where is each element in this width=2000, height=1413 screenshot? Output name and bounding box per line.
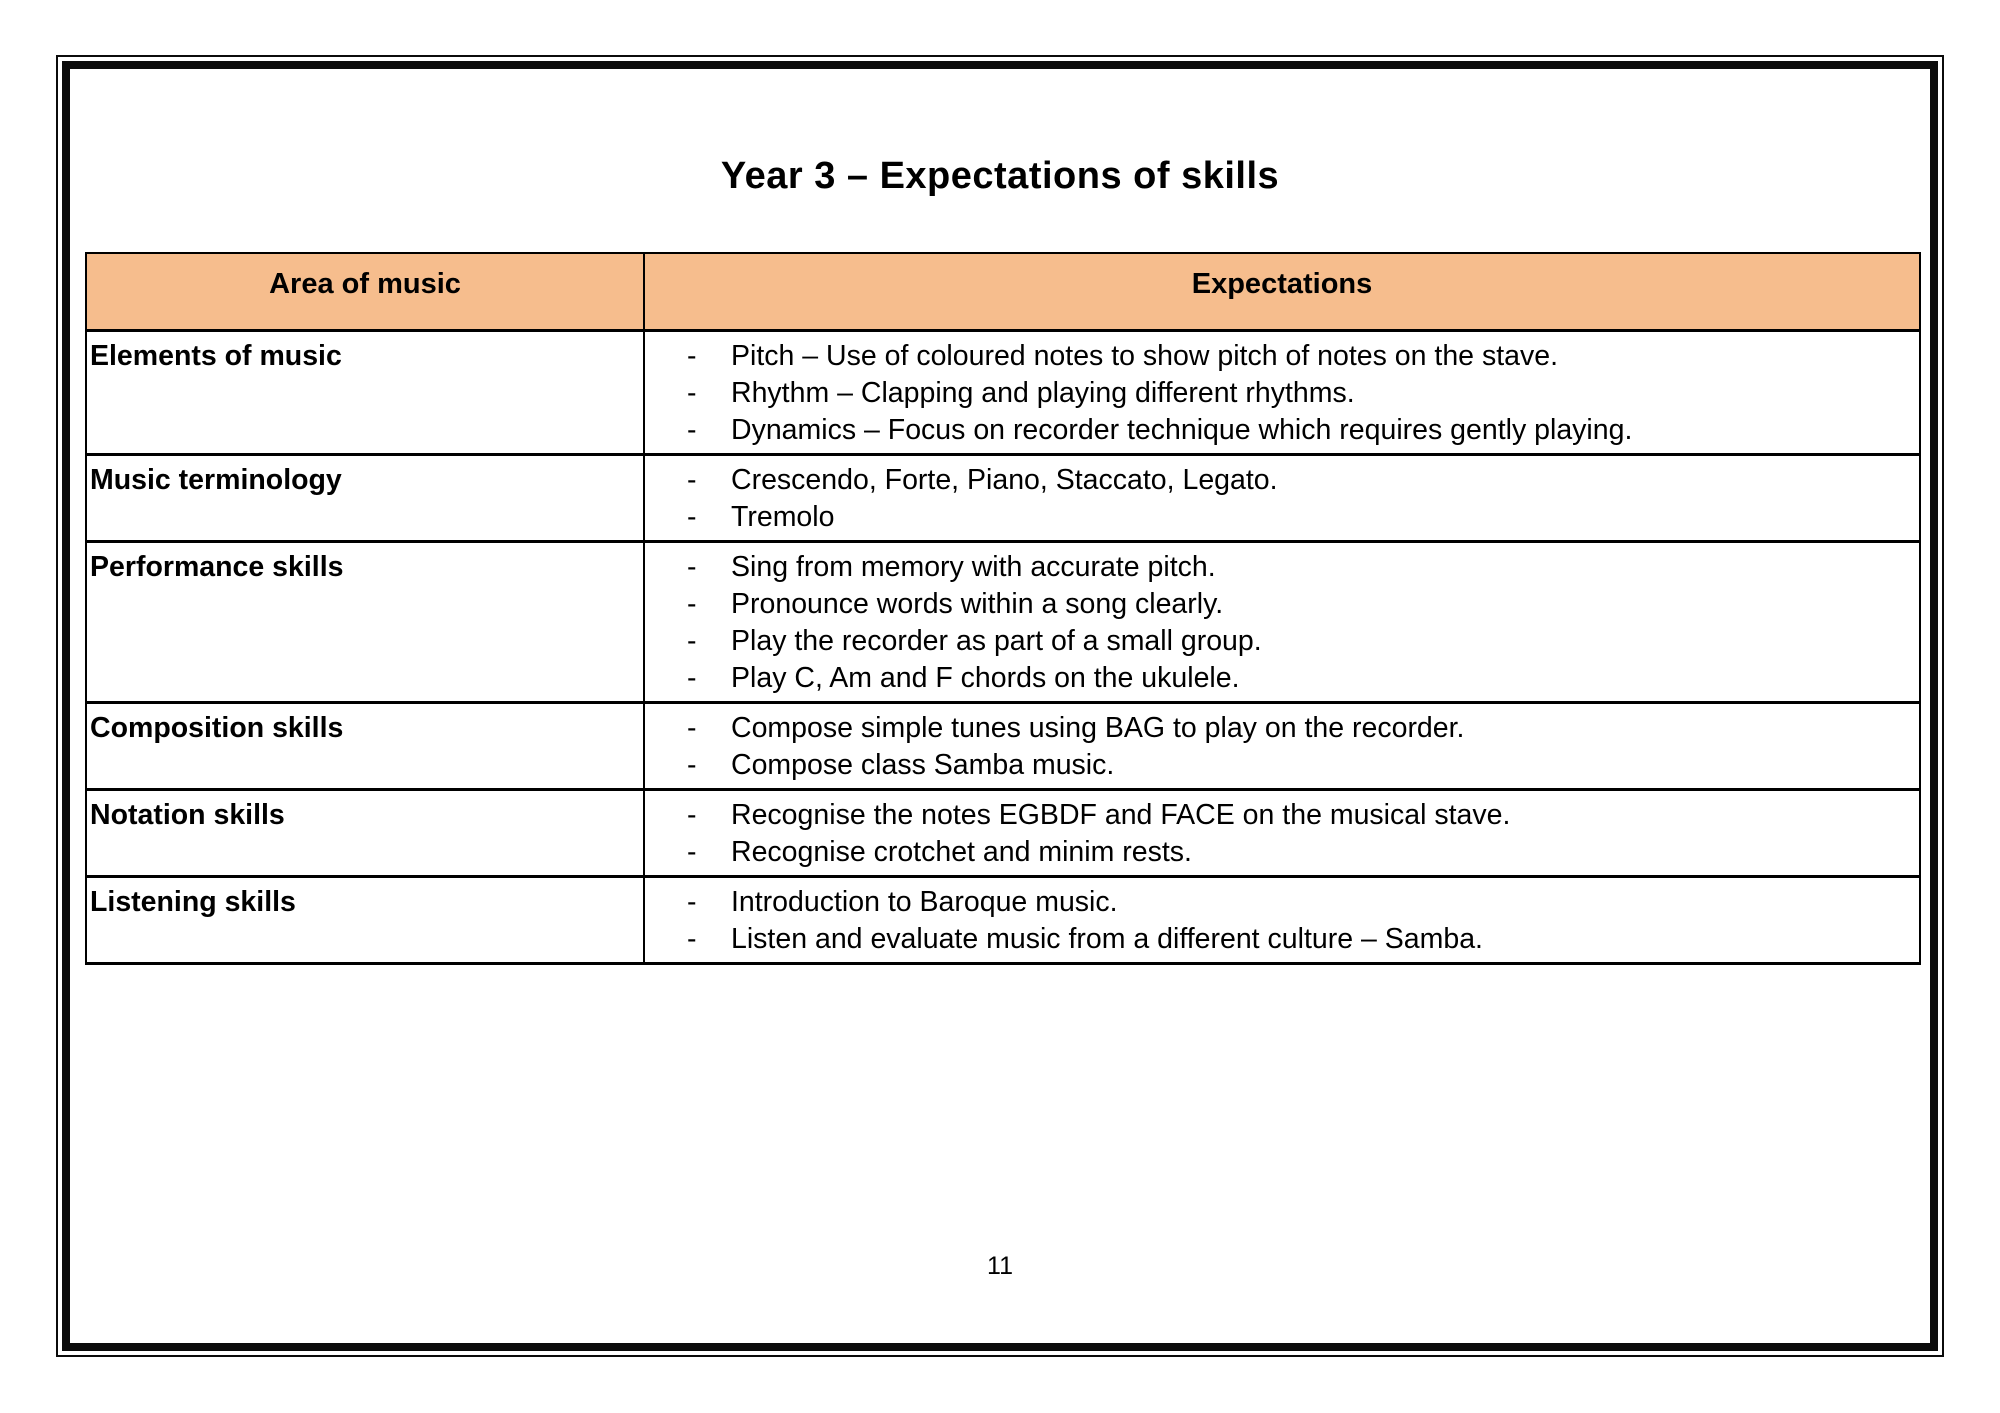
area-cell: Elements of music [86,330,644,454]
list-item-text: Crescendo, Forte, Piano, Staccato, Legato. [731,463,1278,496]
bullet-dash: - [687,711,697,744]
list-item-text: Sing from memory with accurate pitch. [731,550,1216,583]
page-number: 11 [987,1252,1013,1280]
list-item [645,623,1911,660]
list-item [645,884,1911,921]
list-item [645,834,1911,871]
table-row [86,876,1920,963]
list-item [645,375,1911,412]
list-item-text: Dynamics – Focus on recorder technique which requires gently playing. [731,413,1633,446]
bullet-dash: - [687,624,697,657]
bullet-dash: - [687,922,697,955]
list-item [645,549,1911,586]
table-row [86,330,1920,454]
expectations-cell [644,454,1920,541]
list-item [645,921,1911,958]
area-cell: Music terminology [86,454,644,541]
list-item-text: Compose simple tunes using BAG to play on the recorder. [731,711,1465,744]
list-item-text: Recognise the notes EGBDF and FACE on the musical stave. [731,798,1511,831]
list-item [645,797,1911,834]
bullet-dash: - [687,463,697,496]
column-header-area: Area of music [86,253,644,330]
list-item-text: Pitch – Use of coloured notes to show pitch of notes on the stave. [731,339,1558,372]
list-item-text: Recognise crotchet and minim rests. [731,835,1192,868]
list-item [645,586,1911,623]
list-item [645,412,1911,449]
bullet-dash: - [687,587,697,620]
list-item-text: Introduction to Baroque music. [731,885,1118,918]
table-header-row [86,253,1920,330]
skills-table-container [85,252,1921,965]
expectations-cell [644,789,1920,876]
bullet-dash: - [687,550,697,583]
bullet-dash: - [687,376,697,409]
list-item-text: Compose class Samba music. [731,748,1115,781]
page-title: Year 3 – Expectations of skills [720,155,1280,197]
area-cell: Performance skills [86,541,644,702]
list-item [645,338,1911,375]
list-item [645,660,1911,697]
expectations-cell [644,541,1920,702]
bullet-dash: - [687,748,697,781]
list-item-text: Play the recorder as part of a small group. [731,624,1262,657]
bullet-dash: - [687,798,697,831]
bullet-dash: - [687,339,697,372]
list-item-text: Pronounce words within a song clearly. [731,587,1224,620]
bullet-dash: - [687,885,697,918]
list-item [645,499,1911,536]
list-item-text: Listen and evaluate music from a different culture – Samba. [731,922,1483,955]
column-header-expectations: Expectations [644,253,1920,330]
list-item [645,747,1911,784]
skills-table [85,252,1921,965]
area-cell: Listening skills [86,876,644,963]
table-row [86,702,1920,789]
bullet-dash: - [687,661,697,694]
bullet-dash: - [687,500,697,533]
list-item-text: Tremolo [731,500,835,533]
expectations-cell [644,330,1920,454]
table-row [86,789,1920,876]
bullet-dash: - [687,413,697,446]
area-cell: Notation skills [86,789,644,876]
bullet-dash: - [687,835,697,868]
list-item-text: Play C, Am and F chords on the ukulele. [731,661,1240,694]
table-row [86,454,1920,541]
table-row [86,541,1920,702]
expectations-cell [644,876,1920,963]
list-item [645,462,1911,499]
area-cell: Composition skills [86,702,644,789]
list-item-text: Rhythm – Clapping and playing different rhythms. [731,376,1355,409]
expectations-cell [644,702,1920,789]
list-item [645,710,1911,747]
